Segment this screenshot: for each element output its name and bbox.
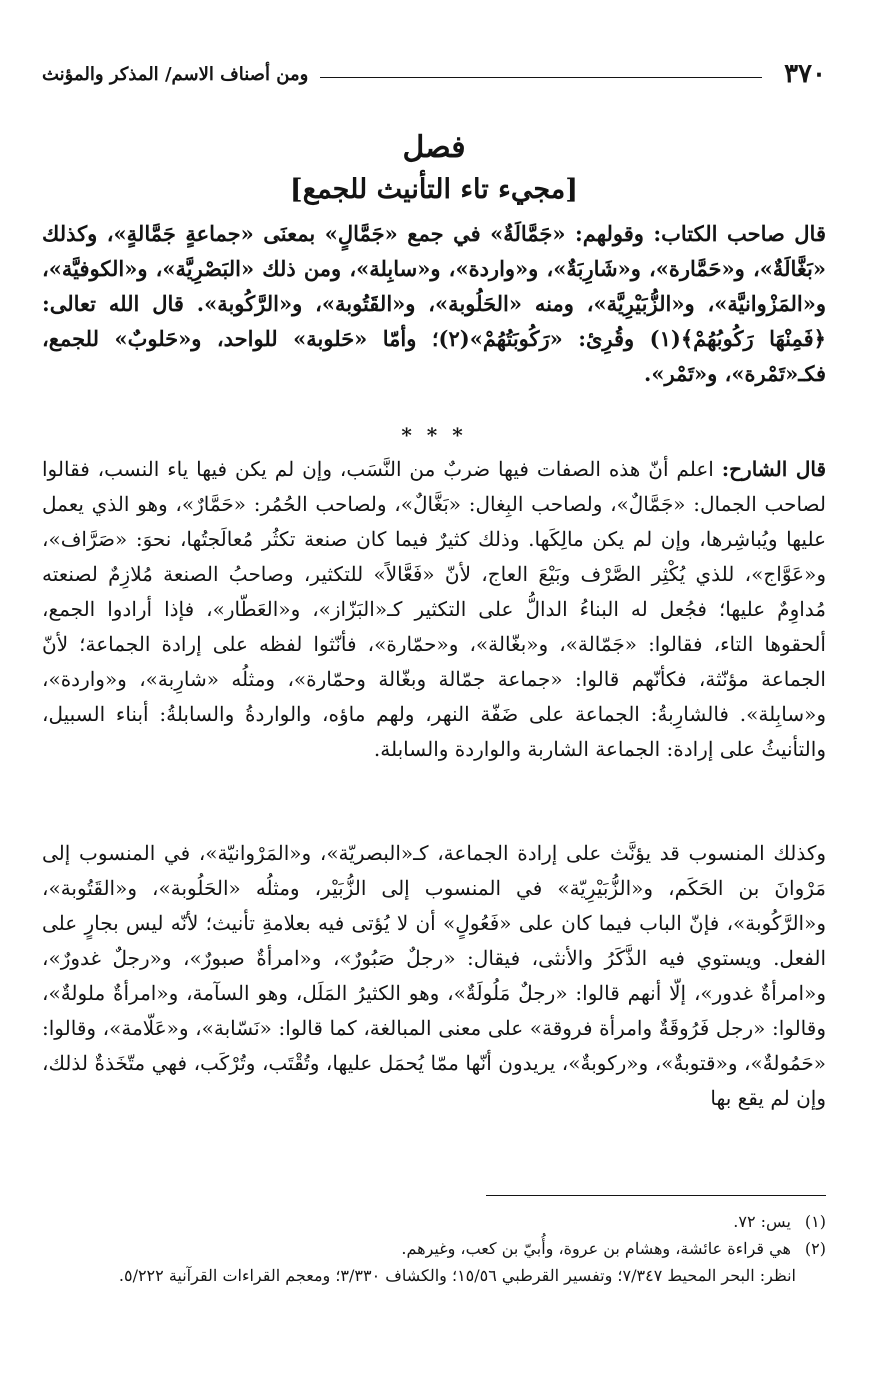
footnote-rule — [486, 1195, 826, 1196]
commentary-paragraph-1 — [42, 452, 826, 767]
footnote-2-references: انظر: البحر المحيط ٧/٣٤٧؛ وتفسير القرطبي ١٥/٥٦؛ والكشاف ٣/٣٣٠؛ ومعجم القراءات القرآنية ٥/٢٢٢. — [118, 1266, 796, 1285]
footnote-2 — [42, 1235, 826, 1289]
section-separator: * * * — [401, 423, 467, 447]
footnote-2-text: هي قراءة عائشة، وهشام بن عروة، وأُبيّ بن كعب، وغيرهم. — [401, 1239, 791, 1258]
footnote-2-mark: (٢) — [804, 1239, 826, 1258]
page-header — [42, 54, 826, 94]
commentary-text-2: وكذلك المنسوب قد يؤنَّث على إرادة الجماعة، كـ«البصريّة»، و«المَرْوانيّة»، في المنسوب إلى مَرْوانَ بن الحَكَم، و«الزُّبَيْرِيّة» في المنسوب إلى الزُّبَيْر، ومثلُه «الحَلُوبة»، و«القَتُوبة»، و«الرَّكُوبة»، فإنّ الباب فيما كان على «فَعُولٍ» أن لا يُؤتى فيه بعلامةِ تأنيث؛ لأنّه ليس بجارٍ على الفعل. ويستوي فيه الذَّكَرُ والأنثى، فيقال: «رجلٌ صَبُورٌ»، و«امرأةٌ صبورٌ»، و«رجلٌ غدورٌ»، و«امرأةٌ غدور»، إلّا أنهم قالوا: «رجلٌ مَلُولَةٌ»، وهو الكثيرُ المَلَل، وهو السآمة، و«امرأةٌ ملولةٌ»، وقالوا: «رجل فَرُوقَةٌ وامرأة فروقة» على معنى المبالغة، كما قالوا: «نَسّابة»، و«عَلّامة»، وقالوا: «حَمُولةٌ»، و«قتوبةٌ»، و«ركوبةٌ»، يريدون أنّها ممّا يُحمَل عليها، وتُقْتَب، وتُرْكَب، فهي متّخَذةٌ لذلك، وإن لم يقع بها — [42, 841, 827, 1110]
commentary-label: قال الشارح: — [721, 457, 827, 481]
section-heading: فصل — [402, 130, 466, 165]
section-subheading: [مجيء تاء التأنيث للجمع] — [289, 174, 579, 205]
footnote-1-text: يس: ٧٢. — [733, 1212, 791, 1231]
footnotes — [42, 1208, 826, 1289]
matn-paragraph: قال صاحب الكتاب: وقولهم: «جَمَّالَةٌ» في جمع «جَمَّالٍ» بمعنَى «جماعةٍ جَمَّالةٍ»، وكذلك «بَغَّالَةٌ»، و«حَمَّارة»، و«شَارِبَةٌ»، و«واردة»، و«سابِلة»، ومن ذلك «البَصْرِيَّة»، و«الكوفيَّة»، و«المَزْوانيَّة»، و«الزُّبَيْرِيَّة»، ومنه «الحَلُوبة»، و«القَتُوبة»، و«الرَّكُوبة». قال الله تعالى: ﴿فَمِنْهَا رَكُوبُهُمْ﴾(١) وقُرِئ: «رَكُوبَتُهُمْ»(٢)؛ وأمّا «حَلوبة» للواحد، و«حَلوبٌ» للجمع، فكـ«تَمْرة»، و«تَمْر». — [42, 221, 826, 386]
footnote-1 — [42, 1208, 826, 1235]
commentary-text-1: اعلم أنّ هذه الصفات فيها ضربٌ من النَّسَب، وإن لم يكن فيها ياء النسب، فقالوا لصاحب الجمال: «جَمَّالٌ»، ولصاحب البِغال: «بَغَّالٌ»، ولصاحب الحُمُر: «حَمَّارٌ»، وهو الذي يعمل عليها ويُباشِرها، وإن لم يكن مالِكَها. وذلك كثيرٌ فيما كان صنعة تكثُر مُعالَجتُها، نحوَ: «صَرَّاف»، و«عَوَّاج»، للذي يُكْثِر الصَّرْف وبَيْعَ العاج، لأنّ «فَعَّالاً» للتكثير، وصاحبُ الصنعة مُلازِمٌ لصنعته مُداوِمٌ عليها؛ فجُعل له البناءُ الدالُّ على التكثير كـ«البَزّاز»، و«العَطّار»، فإذا أرادوا الجمع، ألحقوها التاء، فقالوا: «جَمّالة»، و«بغّالة»، و«حمّارة»، فأنّثوا لفظه على إرادة الجماعة؛ لأنّ الجماعة مؤنّثة، فكأنّهم قالوا: «جماعة جمّالة وبغّالة وحمّارة»، ومثلُه «شارِبة»، و«واردة»، و«سابِلة». فالشارِبةُ: الجماعة على ضَفّة النهر، ولهم ماؤه، والواردةُ والسابلةُ: أبناء السبيل، والتأنيثُ على إرادة: الجماعة الشاربة والواردة والسابلة. — [42, 457, 826, 761]
running-title: ومن أصناف الاسم/ المذكر والمؤنث — [42, 63, 309, 85]
header-rule — [320, 77, 762, 78]
footnote-1-mark: (١) — [804, 1212, 826, 1231]
page-number: ٣٧٠ — [784, 59, 826, 89]
commentary-paragraph-2 — [42, 836, 826, 1116]
book-page — [42, 38, 826, 1358]
